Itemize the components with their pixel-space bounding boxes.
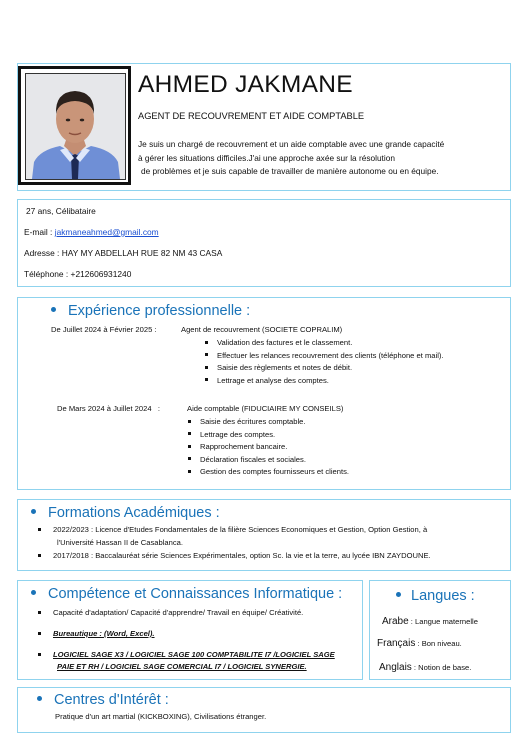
summary-line: à gérer les situations difficiles.J'ai une approche axée sur la résolution [138, 152, 395, 163]
job-period: De Mars 2024 à Juillet 2024 : [57, 404, 160, 413]
interests-title [37, 692, 169, 708]
square-bullet-icon [188, 432, 191, 435]
soft-skills: Capacité d'adaptation/ Capacité d'apprendre/ Travail en équipe/ Créativité. [40, 607, 303, 620]
summary [138, 138, 444, 179]
list-item: Effectuer les relances recouvrement des clients (téléphone et mail). [205, 350, 444, 363]
experience-title [51, 303, 250, 319]
square-bullet-icon [205, 353, 208, 356]
person-photo-icon [26, 74, 125, 179]
square-bullet-icon [205, 378, 208, 381]
address: Adresse : HAY MY ABDELLAH RUE 82 NM 43 CASA [24, 248, 223, 258]
full-name: AHMED JAKMANE [138, 71, 353, 98]
bullet-dot-icon [31, 590, 36, 595]
formation-item: 2017/2018 : Baccalauréat série Sciences Expérimentales, option Sc. la vie et la terre, au lycée IBN ZAYDOUNE. [40, 550, 431, 563]
interests-text: Pratique d'un art martial (KICKBOXING), Civilisations étranger. [55, 712, 267, 721]
job-title: AGENT DE RECOUVREMENT ET AIDE COMPTABLE [138, 111, 365, 121]
bullet-dot-icon [396, 592, 401, 597]
list-item: Saisie des écritures comptable. [188, 416, 349, 429]
square-bullet-icon [188, 457, 191, 460]
square-bullet-icon [188, 445, 191, 448]
language-item: Anglais : Notion de base. [379, 662, 472, 673]
square-bullet-icon [38, 528, 41, 531]
list-item: Rapprochement bancaire. [188, 441, 349, 454]
languages-title [396, 588, 475, 604]
summary-line: Je suis un chargé de recouvrement et un aide comptable avec une grande capacité [138, 139, 445, 149]
email-label: E-mail : [24, 227, 55, 237]
software-skills: LOGICIEL SAGE X3 / LOGICIEL SAGE 100 COMPTABILITE I7 /LOGICIEL SAGE PAIE ET RH / LOGICIEL SAGE COMERCIAL I7 / LOGICIEL SYNERGIE. [40, 649, 335, 672]
formation-item: 2022/2023 : Licence d'Etudes Fondamentales de la filière Sciences Economiques et Gestion, Option Gestion, à l'Université Hassan II de Casablanca. [40, 524, 427, 549]
phone: Téléphone : +212606931240 [24, 269, 132, 279]
job-period: De Juillet 2024 à Février 2025 : [51, 325, 157, 334]
square-bullet-icon [188, 420, 191, 423]
email-link[interactable]: jakmaneahmed@gmail.com [54, 227, 159, 237]
skills-title-text: Compétence et Connaissances Informatique : [48, 586, 343, 602]
language-item: Français : Bon niveau. [377, 638, 462, 649]
list-item: Gestion des comptes fournisseurs et clients. [188, 466, 349, 479]
profile-photo [18, 66, 131, 185]
job-role: Agent de recouvrement (SOCIETE COPRALIM) [181, 325, 343, 334]
bullet-dot-icon [31, 509, 36, 514]
email-line [24, 226, 159, 239]
bullet-dot-icon [37, 696, 42, 701]
job-tasks [188, 416, 349, 479]
square-bullet-icon [38, 653, 41, 656]
job-role: Aide comptable (FIDUCIAIRE MY CONSEILS) [187, 404, 344, 413]
languages-title-text: Langues : [411, 588, 475, 604]
age-status: 27 ans, Célibataire [26, 206, 96, 216]
square-bullet-icon [38, 554, 41, 557]
formations-title [31, 505, 220, 521]
language-item: Arabe : Langue maternelle [382, 616, 478, 627]
job-tasks [205, 337, 444, 387]
office-skills: Bureautique : (Word, Excel). [40, 628, 155, 641]
list-item: Déclaration fiscales et sociales. [188, 454, 349, 467]
list-item: Lettrage des comptes. [188, 429, 349, 442]
square-bullet-icon [205, 366, 208, 369]
square-bullet-icon [188, 470, 191, 473]
list-item: Lettrage et analyse des comptes. [205, 375, 444, 388]
summary-line: de problèmes et je suis capable de travailler de manière autonome ou en équipe. [141, 166, 439, 176]
bullet-dot-icon [51, 307, 56, 312]
list-item: Saisie des règlements et notes de débit. [205, 362, 444, 375]
list-item: Validation des factures et le classement. [205, 337, 444, 350]
experience-title-text: Expérience professionnelle : [68, 303, 251, 319]
square-bullet-icon [38, 632, 41, 635]
formations-title-text: Formations Académiques : [48, 505, 220, 521]
interests-title-text: Centres d'Intérêt : [54, 692, 169, 708]
skills-title [31, 586, 342, 602]
square-bullet-icon [205, 341, 208, 344]
square-bullet-icon [38, 611, 41, 614]
